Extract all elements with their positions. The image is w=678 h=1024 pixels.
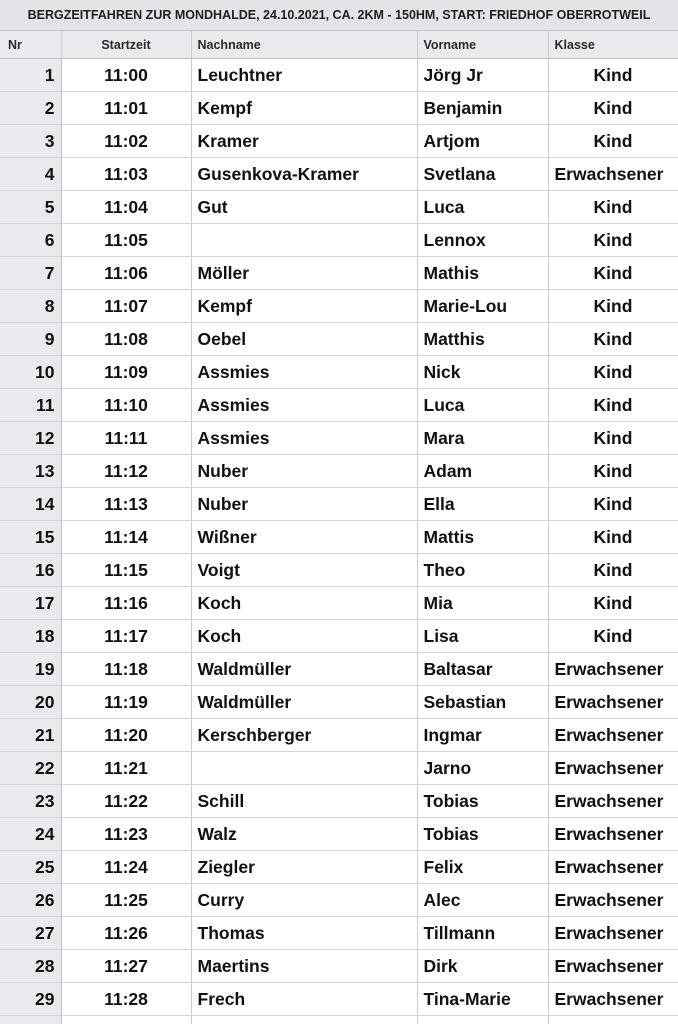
table-row bbox=[0, 290, 678, 323]
cell-vorname[interactable]: Tillmann bbox=[417, 917, 548, 950]
table-row bbox=[0, 125, 678, 158]
cell-vorname[interactable]: Matthis bbox=[417, 323, 548, 356]
table-row bbox=[0, 983, 678, 1016]
cell-klasse[interactable]: Erwachsener bbox=[548, 653, 678, 686]
cell-startzeit[interactable]: 11:09 bbox=[61, 356, 191, 389]
table-row bbox=[0, 257, 678, 290]
cell-klasse[interactable]: Kind bbox=[548, 455, 678, 488]
row-number[interactable]: 9 bbox=[0, 323, 61, 356]
row-number[interactable]: 4 bbox=[0, 158, 61, 191]
cell-startzeit[interactable]: 11:05 bbox=[61, 224, 191, 257]
cell-vorname[interactable]: Mara bbox=[417, 422, 548, 455]
row-number[interactable] bbox=[0, 1016, 61, 1024]
cell-nachname[interactable]: Koch bbox=[191, 587, 417, 620]
cell-nachname[interactable]: Nuber bbox=[191, 455, 417, 488]
cell-nachname[interactable]: Kempf bbox=[191, 290, 417, 323]
cell-nachname[interactable]: Waldmüller bbox=[191, 686, 417, 719]
cell-klasse[interactable]: Kind bbox=[548, 290, 678, 323]
cell-klasse[interactable]: Kind bbox=[548, 422, 678, 455]
row-number[interactable]: 23 bbox=[0, 785, 61, 818]
cell-startzeit[interactable]: 11:08 bbox=[61, 323, 191, 356]
row-number[interactable]: 19 bbox=[0, 653, 61, 686]
cell-startzeit[interactable]: 11:18 bbox=[61, 653, 191, 686]
row-number[interactable]: 14 bbox=[0, 488, 61, 521]
cell-klasse[interactable]: Erwachsener bbox=[548, 752, 678, 785]
cell-klasse[interactable]: Kind bbox=[548, 125, 678, 158]
row-number[interactable]: 24 bbox=[0, 818, 61, 851]
cell-vorname[interactable]: Ella bbox=[417, 488, 548, 521]
cell-klasse[interactable]: Kind bbox=[548, 257, 678, 290]
row-number[interactable]: 2 bbox=[0, 92, 61, 125]
column-header-startzeit[interactable]: Startzeit bbox=[61, 31, 191, 59]
cell-startzeit[interactable]: 11:16 bbox=[61, 587, 191, 620]
cell-vorname[interactable]: Adam bbox=[417, 455, 548, 488]
cell-nachname[interactable]: Maertins bbox=[191, 950, 417, 983]
row-number[interactable]: 16 bbox=[0, 554, 61, 587]
row-number[interactable]: 8 bbox=[0, 290, 61, 323]
cell-nachname[interactable]: Curry bbox=[191, 884, 417, 917]
cell-startzeit[interactable]: 11:22 bbox=[61, 785, 191, 818]
cell-nachname[interactable]: Gut bbox=[191, 191, 417, 224]
cell-nachname[interactable]: Schill bbox=[191, 785, 417, 818]
table-row bbox=[0, 752, 678, 785]
table-row bbox=[0, 224, 678, 257]
cell-nachname[interactable]: Nuber bbox=[191, 488, 417, 521]
cell-nachname[interactable]: Koch bbox=[191, 620, 417, 653]
cell-klasse[interactable] bbox=[548, 1016, 678, 1024]
cell-startzeit[interactable]: 11:06 bbox=[61, 257, 191, 290]
cell-nachname[interactable]: Voigt bbox=[191, 554, 417, 587]
cell-klasse[interactable]: Kind bbox=[548, 554, 678, 587]
cell-startzeit[interactable]: 11:15 bbox=[61, 554, 191, 587]
cell-nachname[interactable]: Kempf bbox=[191, 92, 417, 125]
column-header-nr[interactable]: Nr bbox=[0, 31, 61, 59]
cell-startzeit[interactable]: 11:02 bbox=[61, 125, 191, 158]
cell-startzeit[interactable]: 11:28 bbox=[61, 983, 191, 1016]
row-number[interactable]: 29 bbox=[0, 983, 61, 1016]
row-number[interactable]: 28 bbox=[0, 950, 61, 983]
row-number[interactable]: 21 bbox=[0, 719, 61, 752]
cell-nachname[interactable]: Leuchtner bbox=[191, 59, 417, 92]
cell-vorname[interactable]: Dirk bbox=[417, 950, 548, 983]
table-row bbox=[0, 323, 678, 356]
cell-vorname[interactable]: Alec bbox=[417, 884, 548, 917]
table-row bbox=[0, 719, 678, 752]
cell-vorname[interactable]: Jarno bbox=[417, 752, 548, 785]
cell-nachname[interactable]: Kramer bbox=[191, 125, 417, 158]
cell-startzeit[interactable]: 11:27 bbox=[61, 950, 191, 983]
cell-startzeit[interactable]: 11:10 bbox=[61, 389, 191, 422]
row-number[interactable]: 22 bbox=[0, 752, 61, 785]
cell-startzeit[interactable]: 11:26 bbox=[61, 917, 191, 950]
table-row bbox=[0, 455, 678, 488]
cell-vorname[interactable]: Lennox bbox=[417, 224, 548, 257]
cell-nachname[interactable]: Waldmüller bbox=[191, 653, 417, 686]
row-number[interactable]: 7 bbox=[0, 257, 61, 290]
cell-vorname[interactable]: Mia bbox=[417, 587, 548, 620]
cell-startzeit[interactable]: 11:12 bbox=[61, 455, 191, 488]
row-number[interactable]: 12 bbox=[0, 422, 61, 455]
sheet-title: BERGZEITFAHREN ZUR MONDHALDE, 24.10.2021, CA. 2KM - 150HM, START: FRIEDHOF OBERROTWEIL bbox=[0, 0, 678, 31]
cell-vorname[interactable]: Theo bbox=[417, 554, 548, 587]
cell-startzeit[interactable]: 11:21 bbox=[61, 752, 191, 785]
cell-vorname[interactable]: Luca bbox=[417, 389, 548, 422]
row-number[interactable]: 17 bbox=[0, 587, 61, 620]
cell-vorname[interactable]: Benjamin bbox=[417, 92, 548, 125]
table-row bbox=[0, 620, 678, 653]
table-row bbox=[0, 356, 678, 389]
table-row bbox=[0, 851, 678, 884]
row-number[interactable]: 18 bbox=[0, 620, 61, 653]
row-number[interactable]: 20 bbox=[0, 686, 61, 719]
cell-startzeit[interactable]: 11:14 bbox=[61, 521, 191, 554]
cell-klasse[interactable]: Kind bbox=[548, 587, 678, 620]
cell-nachname[interactable] bbox=[191, 752, 417, 785]
table-row bbox=[0, 785, 678, 818]
cell-nachname[interactable]: Assmies bbox=[191, 356, 417, 389]
row-number[interactable]: 27 bbox=[0, 917, 61, 950]
header-row bbox=[0, 31, 678, 59]
row-number[interactable]: 15 bbox=[0, 521, 61, 554]
cell-vorname[interactable]: Lisa bbox=[417, 620, 548, 653]
cell-vorname[interactable]: Svetlana bbox=[417, 158, 548, 191]
cell-startzeit[interactable] bbox=[61, 1016, 191, 1024]
cell-klasse[interactable]: Kind bbox=[548, 356, 678, 389]
cell-klasse[interactable]: Erwachsener bbox=[548, 950, 678, 983]
cell-nachname[interactable]: Gusenkova-Kramer bbox=[191, 158, 417, 191]
cell-nachname[interactable]: Oebel bbox=[191, 323, 417, 356]
cell-vorname[interactable]: Tina-Marie bbox=[417, 983, 548, 1016]
cell-vorname[interactable]: Baltasar bbox=[417, 653, 548, 686]
cell-startzeit[interactable]: 11:13 bbox=[61, 488, 191, 521]
cell-klasse[interactable]: Kind bbox=[548, 92, 678, 125]
row-number[interactable]: 13 bbox=[0, 455, 61, 488]
cell-klasse[interactable]: Erwachsener bbox=[548, 686, 678, 719]
cell-klasse[interactable]: Erwachsener bbox=[548, 983, 678, 1016]
cell-klasse[interactable]: Kind bbox=[548, 620, 678, 653]
cell-klasse[interactable]: Kind bbox=[548, 224, 678, 257]
table-row bbox=[0, 521, 678, 554]
row-number[interactable]: 11 bbox=[0, 389, 61, 422]
column-header-vorname[interactable]: Vorname bbox=[417, 31, 548, 59]
row-number[interactable]: 6 bbox=[0, 224, 61, 257]
cell-klasse[interactable]: Erwachsener bbox=[548, 785, 678, 818]
table-row bbox=[0, 686, 678, 719]
table-row bbox=[0, 917, 678, 950]
cell-klasse[interactable]: Kind bbox=[548, 488, 678, 521]
cell-klasse[interactable]: Erwachsener bbox=[548, 917, 678, 950]
table-row bbox=[0, 488, 678, 521]
cell-nachname[interactable]: Assmies bbox=[191, 389, 417, 422]
cell-vorname[interactable]: Mattis bbox=[417, 521, 548, 554]
cell-startzeit[interactable]: 11:20 bbox=[61, 719, 191, 752]
cell-klasse[interactable]: Kind bbox=[548, 59, 678, 92]
cell-startzeit[interactable]: 11:07 bbox=[61, 290, 191, 323]
cell-nachname[interactable]: Kerschberger bbox=[191, 719, 417, 752]
table-row bbox=[0, 950, 678, 983]
table-row bbox=[0, 158, 678, 191]
cell-vorname[interactable]: Tobias bbox=[417, 785, 548, 818]
cell-startzeit[interactable]: 11:24 bbox=[61, 851, 191, 884]
cell-vorname[interactable]: Marie-Lou bbox=[417, 290, 548, 323]
cell-klasse[interactable]: Erwachsener bbox=[548, 719, 678, 752]
cell-nachname[interactable]: Frech bbox=[191, 983, 417, 1016]
table-row bbox=[0, 389, 678, 422]
cell-vorname[interactable] bbox=[417, 1016, 548, 1024]
table-row bbox=[0, 653, 678, 686]
row-number[interactable]: 26 bbox=[0, 884, 61, 917]
cell-vorname[interactable]: Sebastian bbox=[417, 686, 548, 719]
cell-vorname[interactable]: Ingmar bbox=[417, 719, 548, 752]
cell-nachname[interactable]: Wißner bbox=[191, 521, 417, 554]
table-row bbox=[0, 59, 678, 92]
cell-startzeit[interactable]: 11:17 bbox=[61, 620, 191, 653]
cell-klasse[interactable]: Erwachsener bbox=[548, 158, 678, 191]
row-number[interactable]: 25 bbox=[0, 851, 61, 884]
cell-startzeit[interactable]: 11:03 bbox=[61, 158, 191, 191]
cell-vorname[interactable]: Artjom bbox=[417, 125, 548, 158]
table-row bbox=[0, 92, 678, 125]
cell-startzeit[interactable]: 11:25 bbox=[61, 884, 191, 917]
row-number[interactable]: 1 bbox=[0, 59, 61, 92]
table-row bbox=[0, 884, 678, 917]
cell-startzeit[interactable]: 11:01 bbox=[61, 92, 191, 125]
start-list-table bbox=[0, 31, 678, 1024]
cell-startzeit[interactable]: 11:23 bbox=[61, 818, 191, 851]
column-header-nachname[interactable]: Nachname bbox=[191, 31, 417, 59]
cell-vorname[interactable]: Jörg Jr bbox=[417, 59, 548, 92]
cell-klasse[interactable]: Erwachsener bbox=[548, 851, 678, 884]
cell-klasse[interactable]: Kind bbox=[548, 389, 678, 422]
cell-nachname[interactable]: Walz bbox=[191, 818, 417, 851]
cell-klasse[interactable]: Kind bbox=[548, 191, 678, 224]
table-row bbox=[0, 818, 678, 851]
row-number[interactable]: 5 bbox=[0, 191, 61, 224]
cell-startzeit[interactable]: 11:00 bbox=[61, 59, 191, 92]
cell-vorname[interactable]: Luca bbox=[417, 191, 548, 224]
cell-klasse[interactable]: Erwachsener bbox=[548, 818, 678, 851]
cell-nachname[interactable]: Ziegler bbox=[191, 851, 417, 884]
cell-startzeit[interactable]: 11:19 bbox=[61, 686, 191, 719]
column-header-klasse[interactable]: Klasse bbox=[548, 31, 678, 59]
table-row bbox=[0, 191, 678, 224]
cell-klasse[interactable]: Kind bbox=[548, 521, 678, 554]
cell-nachname[interactable] bbox=[191, 224, 417, 257]
cell-nachname[interactable] bbox=[191, 1016, 417, 1024]
table-row bbox=[0, 422, 678, 455]
table-row bbox=[0, 587, 678, 620]
cell-vorname[interactable]: Nick bbox=[417, 356, 548, 389]
cell-nachname[interactable]: Möller bbox=[191, 257, 417, 290]
cell-nachname[interactable]: Thomas bbox=[191, 917, 417, 950]
cell-klasse[interactable]: Kind bbox=[548, 323, 678, 356]
cell-klasse[interactable]: Erwachsener bbox=[548, 884, 678, 917]
cell-startzeit[interactable]: 11:04 bbox=[61, 191, 191, 224]
cell-vorname[interactable]: Felix bbox=[417, 851, 548, 884]
row-number[interactable]: 3 bbox=[0, 125, 61, 158]
cell-startzeit[interactable]: 11:11 bbox=[61, 422, 191, 455]
cell-nachname[interactable]: Assmies bbox=[191, 422, 417, 455]
table-row bbox=[0, 554, 678, 587]
cell-vorname[interactable]: Tobias bbox=[417, 818, 548, 851]
row-number[interactable]: 10 bbox=[0, 356, 61, 389]
cell-vorname[interactable]: Mathis bbox=[417, 257, 548, 290]
table-row bbox=[0, 1016, 678, 1024]
